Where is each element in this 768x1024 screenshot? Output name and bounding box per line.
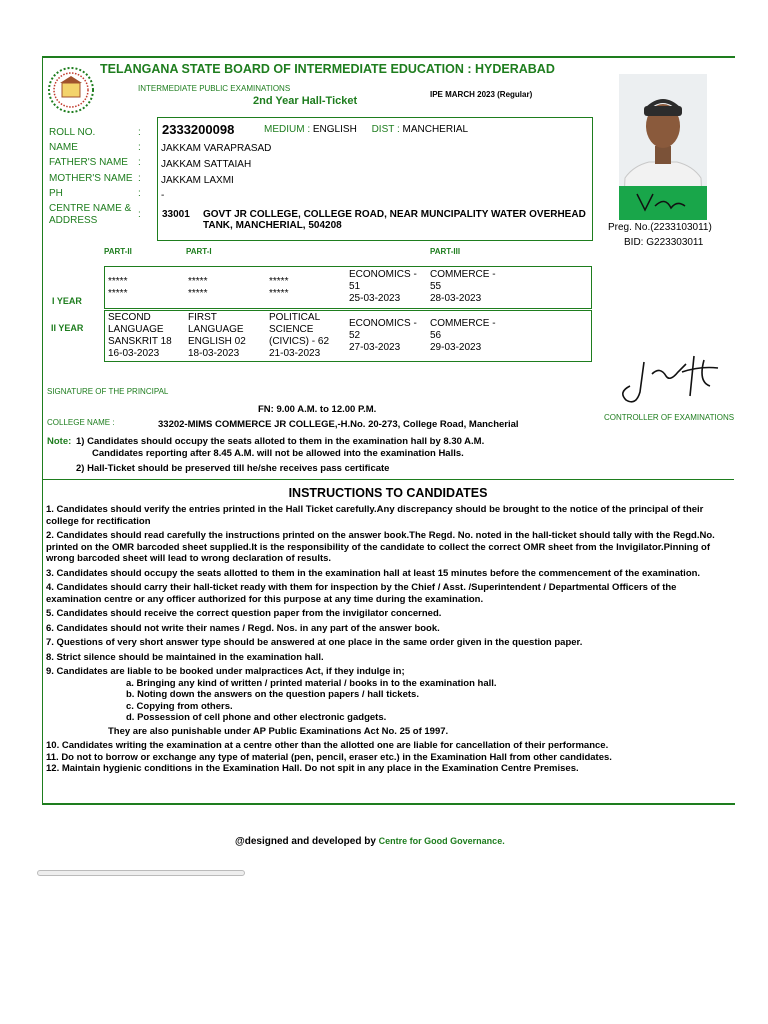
dist-value: MANCHERIAL <box>402 124 469 135</box>
medium-row <box>264 124 468 135</box>
principal-signature-label: SIGNATURE OF THE PRINCIPAL <box>47 387 169 396</box>
colon: : <box>138 188 141 199</box>
father-name: JAKKAM SATTAIAH <box>161 159 252 170</box>
mother-name: JAKKAM LAXMI <box>161 175 234 186</box>
instruction-subitem: They are also punishable under AP Public Examinations Act No. 25 of 1997. <box>108 725 449 737</box>
colon: : <box>138 127 141 138</box>
scrollbar[interactable] <box>37 870 245 876</box>
part-1-header: PART-I <box>186 247 212 256</box>
exam-session: IPE MARCH 2023 (Regular) <box>430 90 533 99</box>
note-2: 2) Hall-Ticket should be preserved till he/she receives pass certificate <box>76 463 390 474</box>
preg-number: Preg. No.(2233103011) <box>608 222 712 233</box>
ticket-type: 2nd Year Hall-Ticket <box>253 95 358 107</box>
centre-address-1: GOVT JR COLLEGE, COLLEGE ROAD, NEAR MUNCIPALITY WATER OVERHEAD <box>203 209 586 220</box>
ph-label: PH <box>49 188 63 199</box>
colon: : <box>138 157 141 168</box>
year-2-subjects-table <box>104 310 592 362</box>
instruction-item: 5. Candidates should receive the correct question paper from the invigilator concerned. <box>46 608 442 619</box>
instruction-subitem: d. Possession of cell phone and other electronic gadgets. <box>126 712 387 723</box>
colon: : <box>138 142 141 153</box>
instruction-item: 6. Candidates should not write their names / Regd. Nos. in any part of the answer book. <box>46 622 440 634</box>
instruction-item: 8. Strict silence should be maintained in the examination hall. <box>46 651 324 663</box>
name-label: NAME <box>49 142 78 153</box>
note-1b: Candidates reporting after 8.45 A.M. will not be allowed into the examination Halls. <box>92 448 464 459</box>
y1-part3-cell-1: ***** ***** <box>269 276 289 299</box>
controller-label: CONTROLLER OF EXAMINATIONS <box>604 413 735 422</box>
y2-part3-cell-1: POLITICAL SCIENCE (CIVICS) - 62 21-03-2023 <box>269 312 330 359</box>
year-1-subjects-table <box>104 266 592 309</box>
father-name-label: FATHER'S NAME <box>49 157 128 168</box>
instruction-subitem: b. Noting down the answers on the question papers / hall tickets. <box>126 689 419 700</box>
instruction-item: 10. Candidates writing the examination at a centre other than the allotted one are liable for cancellation of their performance. <box>46 740 609 751</box>
divider <box>42 479 734 480</box>
instruction-item: 11. Do not to borrow or exchange any type of material (pen, pencil, eraser etc.) in the Examination Hall from other candidates. <box>46 751 612 763</box>
board-title: TELANGANA STATE BOARD OF INTERMEDIATE EDUCATION : HYDERABAD <box>100 62 555 76</box>
colon: : <box>138 209 141 220</box>
colon: : <box>138 173 141 184</box>
footer-org-link[interactable]: Centre for Good Governance. <box>378 836 505 846</box>
controller-signature <box>600 352 730 412</box>
medium-value: ENGLISH <box>312 124 357 135</box>
year-1-label: I YEAR <box>52 296 82 306</box>
roll-number: 2333200098 <box>162 122 235 137</box>
instruction-item: 1. Candidates should verify the entries printed in the Hall Ticket carefully.Any discrepancy should be brought to the notice of the principal of their college for rectification <box>46 504 704 527</box>
note-label: Note: <box>47 436 72 447</box>
ph-value: - <box>161 190 165 201</box>
instruction-item: 9. Candidates are liable to be booked under malpractices Act, if they indulge in; <box>46 666 405 677</box>
college-name-label: COLLEGE NAME : <box>47 418 115 427</box>
instruction-item: 12. Maintain hygienic conditions in the Examination Hall. Do not spit in any place in the Examination Centre Premises. <box>46 763 579 774</box>
centre-address-2: TANK, MANCHERIAL, 504208 <box>203 220 342 231</box>
y1-part2-cell: ***** ***** <box>108 276 128 299</box>
instructions-list <box>46 504 734 778</box>
dist-label: DIST : <box>371 124 400 135</box>
y2-part3-cell-2: ECONOMICS - 52 27-03-2023 <box>349 318 417 353</box>
y2-part3-cell-3: COMMERCE - 56 29-03-2023 <box>430 318 496 353</box>
y2-part2-cell: SECOND LANGUAGE SANSKRIT 18 16-03-2023 <box>108 312 172 359</box>
instruction-item: 3. Candidates should occupy the seats allotted to them in the examination hall at least 15 minutes before the commencement of the examination. <box>46 567 701 579</box>
instruction-item: 4. Candidates should carry their hall-ticket ready with them for inspection by the Chief / Asst. /Superintendent / Departmental Officers of the examination centre or any officer authorized for this purpose at any time during the examination. <box>46 582 677 605</box>
instruction-item: 2. Candidates should read carefully the instructions printed on the answer book.The Regd. No. noted in the hall-ticket should tally with the Regd.No. printed on the OMR barcoded sheet supplied.It is the responsibility of the candidate to collect the correct OMR sheet from the Invigilator.Pinning of wrong barcoded sheet will lead to wrong declaration of results. <box>46 530 715 564</box>
y2-part1-cell: FIRST LANGUAGE ENGLISH 02 18-03-2023 <box>188 312 246 359</box>
footer-prefix: @designed and developed by <box>235 836 376 847</box>
mother-name-label: MOTHER'S NAME <box>49 173 133 184</box>
centre-code: 33001 <box>162 209 190 220</box>
part-2-header: PART-II <box>104 247 132 256</box>
candidate-name: JAKKAM VARAPRASAD <box>161 143 272 154</box>
centre-label: CENTRE NAME & ADDRESS <box>49 203 132 226</box>
bid-number: BID: G223303011 <box>624 237 704 248</box>
exam-timing: FN: 9.00 A.M. to 12.00 P.M. <box>258 404 377 415</box>
note-1a: 1) Candidates should occupy the seats alloted to them in the examination hall by 8.30 A.M. <box>76 436 485 447</box>
instruction-subitem: c. Copying from others. <box>126 700 233 712</box>
board-logo <box>47 66 95 114</box>
year-2-label: II YEAR <box>51 323 84 333</box>
medium-label: MEDIUM : <box>264 124 311 135</box>
instruction-item: 7. Questions of very short answer type should be answered at one place in the same order given in the question paper. <box>46 637 583 648</box>
footer-credit <box>235 836 505 847</box>
photo-signature <box>619 186 707 220</box>
y1-part3-cell-2: ECONOMICS - 51 25-03-2023 <box>349 269 417 304</box>
y1-part1-cell: ***** ***** <box>188 276 208 299</box>
exam-subtitle: INTERMEDIATE PUBLIC EXAMINATIONS <box>138 84 291 93</box>
college-name: 33202-MIMS COMMERCE JR COLLEGE,-H.No. 20-273, College Road, Mancherial <box>158 419 519 430</box>
roll-no-label: ROLL NO. <box>49 127 96 138</box>
part-3-header: PART-III <box>430 247 461 256</box>
instruction-subitem: a. Bringing any kind of written / printed material / books in to the examination hall. <box>126 677 497 689</box>
y1-part3-cell-3: COMMERCE - 55 28-03-2023 <box>430 269 496 304</box>
instructions-heading: INSTRUCTIONS TO CANDIDATES <box>288 486 488 500</box>
